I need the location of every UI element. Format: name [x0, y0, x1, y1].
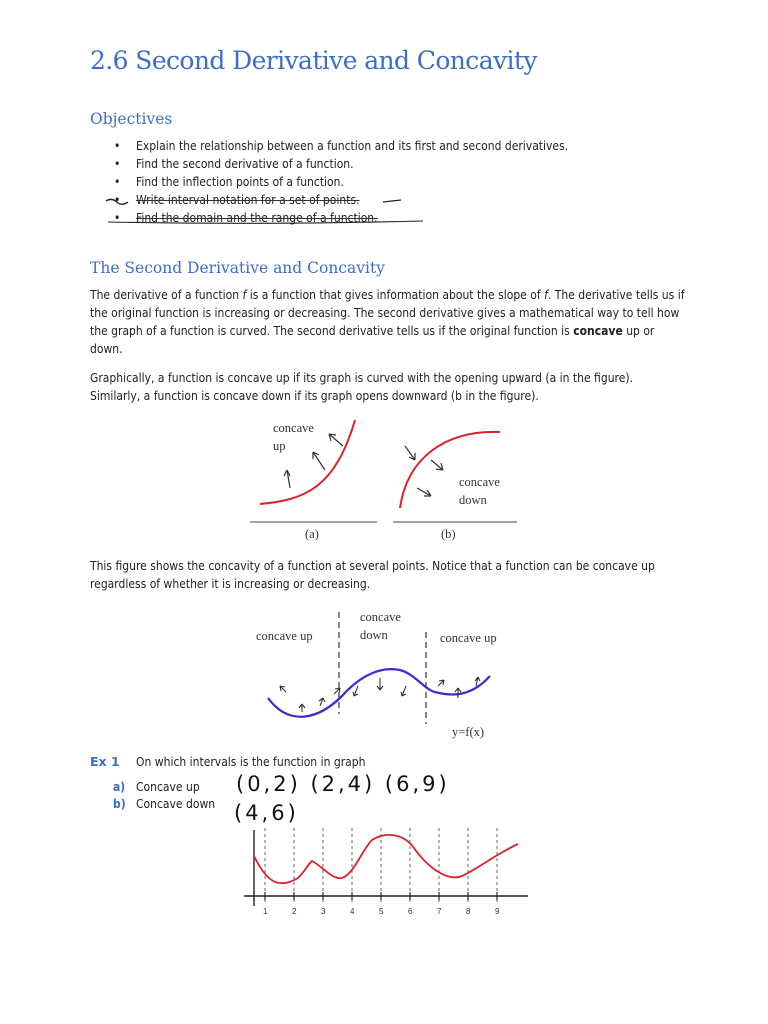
page-title: 2.6 Second Derivative and Concavity [90, 46, 537, 75]
graph-tick-label: 1 [263, 907, 268, 916]
graph-tick-label: 2 [292, 907, 297, 916]
graph-tick-label: 6 [408, 907, 413, 916]
graph-tick-label: 9 [495, 907, 500, 916]
list-item: • Find the inflection points of a function. [112, 173, 568, 191]
paragraph-graphically: Graphically, a function is concave up if its graph is curved with the opening upward (a in the figure). Similarly, a function is concave down if its graph opens downward (b in the figure). [90, 371, 634, 403]
list-item-struck: • Write interval notation for a set of points. [112, 191, 568, 209]
graph-tick-label: 8 [466, 907, 471, 916]
fig-a-caption: (a) [305, 527, 319, 541]
fig-a-label-line2: up [273, 439, 286, 453]
concavity-figure-ab [245, 418, 530, 546]
fig2-mid-label-line1: concave [360, 610, 401, 624]
example-question: On which intervals is the function in graph [136, 755, 366, 769]
fig-b-label-line2: down [459, 493, 487, 507]
concavity-figure-wave [250, 608, 520, 744]
graph-tick-label: 7 [437, 907, 442, 916]
paragraph-figure: This figure shows the concavity of a function at several points. Notice that a function can be concave up regardless of whether it is increasing or decreasing. [90, 559, 655, 591]
fig2-func-label: y=f(x) [452, 725, 485, 739]
fig-b-label-line1: concave [459, 475, 500, 489]
example-part-a: a) Concave up [113, 780, 200, 794]
list-item: • Find the second derivative of a function. [112, 155, 568, 173]
paragraph-derivative: The derivative of a function f is a function that gives information about the slope of f. The derivative tells us if the original function is increasing or decreasing. The second derivative gives a mathematical way to tell how the graph of a function is curved. The second derivative tells us if the original function is concave up or down. [90, 288, 685, 356]
fig-a-label-line1: concave [273, 421, 314, 435]
fig2-right-label: concave up [440, 631, 497, 645]
list-item-struck: • Find the domain and the range of a function. [112, 209, 568, 227]
list-item: • Explain the relationship between a function and its first and second derivatives. [112, 137, 568, 155]
fig2-mid-label-line2: down [360, 628, 388, 642]
graph-tick-label: 5 [379, 907, 384, 916]
fig-b-caption: (b) [441, 527, 456, 541]
example-part-b: b) Concave down [113, 797, 216, 811]
graph-tick-label: 4 [350, 907, 355, 916]
graph-tick-label: 3 [321, 907, 326, 916]
handwritten-answer-b: (4,6) [234, 801, 299, 825]
fig2-left-label: concave up [256, 629, 313, 643]
example-graph [236, 826, 536, 918]
example-label: Ex 1 [90, 754, 120, 769]
objectives-heading: Objectives [90, 110, 173, 128]
handwritten-answer-a: (0,2) (2,4) (6,9) [236, 772, 450, 796]
section-heading: The Second Derivative and Concavity [90, 259, 385, 277]
